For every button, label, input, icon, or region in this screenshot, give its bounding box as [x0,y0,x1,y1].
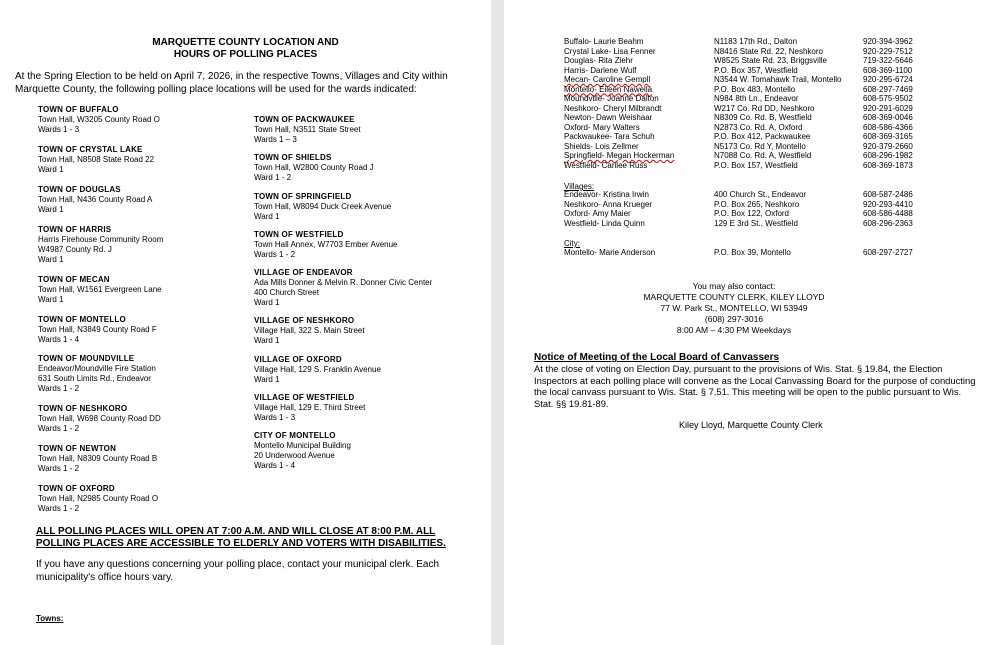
contact-line: (608) 297-3016 [704,314,764,324]
clerk-phone: 920-379-2660 [863,141,913,151]
location-detail: Ward 1 - 2 [254,173,292,182]
villages-heading: Villages: [564,182,595,191]
polling-location [38,275,162,305]
location-detail: Village Hall, 129 E. Third Street [254,403,366,412]
polling-location [38,225,163,265]
location-detail: Wards 1 - 4 [38,335,80,344]
location-heading: TOWN OF WESTFIELD [254,230,344,239]
location-detail: Wards 1 - 2 [38,504,80,513]
location-detail: Ward 1 [38,255,64,264]
clerk-address: P.O. Box 157, Westfield [714,160,798,170]
location-heading: VILLAGE OF OXFORD [254,355,342,364]
location-detail: Ward 1 [38,205,64,214]
polling-location [254,431,351,471]
clerk-phone: 608-296-1982 [863,151,913,160]
clerk-phone: 608-587-2486 [863,190,913,199]
location-heading: TOWN OF MECAN [38,275,110,284]
location-heading: TOWN OF SHIELDS [254,153,332,162]
location-detail: Ward 1 [38,165,64,174]
location-detail: W4987 County Rd. J [38,245,112,254]
location-heading: TOWN OF PACKWAUKEE [254,115,355,124]
clerk-name: Buffalo- Laurie Beahm [564,37,644,46]
clerk-address: N3544 W. Tomahawk Trail, Montello [714,75,842,84]
polling-location [38,315,157,345]
location-heading: TOWN OF HARRIS [38,225,112,234]
polling-location [254,230,398,260]
location-heading: VILLAGE OF NESHKORO [254,316,355,325]
document-subtitle: HOURS OF POLLING PLACES [173,49,318,60]
clerk-phone: 920-291-6029 [863,103,913,113]
polling-location [254,115,361,145]
clerk-name: Mecan- Caroline Gempll [564,75,651,84]
clerk-address: W8525 State Rd. 23, Briggsville [714,56,827,65]
clerk-name: Oxford- Amy Maier [564,209,631,218]
polling-location [38,444,157,474]
contact-line: MARQUETTE COUNTY CLERK, KILEY LLOYD [643,292,825,302]
clerk-address: N1183 17th Rd., Dalton [714,37,798,46]
clerk-address: P.O. Box 39, Montello [714,248,791,257]
location-detail: Wards 1 - 3 [38,125,80,134]
location-detail: Wards 1 - 2 [254,250,296,259]
clerk-address: 400 Church St., Endeavor [714,190,807,199]
towns-heading: Towns: [36,614,64,623]
location-detail: Town Hall, N3849 County Road F [38,325,157,334]
notice-body: At the close of voting on Election Day, pursuant to the provisions of Wis. Stat. § 19.84, the Election Inspectors at each polling place will convene as the Local Canvassing Board for the purpose of conducting the local canvass pursuant to Wis. Stat. § 7.51. This meeting will be open to the public pursuant to Wis. Stat. §§ 19.81-89. [534,363,976,409]
location-heading: TOWN OF SPRINGFIELD [254,192,352,201]
clerk-address: P.O. Box 412, Packwaukee [714,132,811,141]
clerk-phone: 608-575-9502 [863,94,913,103]
location-detail: Town Hall Annex, W7703 Ember Avenue [254,240,398,249]
clerk-address: N2873 Co. Rd. A, Oxford [714,122,803,132]
location-detail: Harris Firehouse Community Room [38,235,164,244]
clerk-name: Moundville- Joanne Dalton [564,94,659,103]
location-heading: TOWN OF BUFFALO [38,105,119,114]
polling-location [38,105,160,135]
location-detail: Town Hall, N436 County Road A [38,195,153,204]
clerk-address: P.O. Box 122, Oxford [714,209,790,218]
polling-hours-notice: ALL POLLING PLACES WILL OPEN AT 7:00 A.M. AND WILL CLOSE AT 8:00 P.M. ALL POLLING PLACES ARE ACCESSIBLE TO ELDERLY AND VOTERS WITH DISABILITIES. [36,526,446,549]
clerk-phone: 608-586-4366 [863,122,913,132]
clerk-address: N8309 Co. Rd. B, Westfield [714,113,812,122]
polling-location [38,484,158,514]
clerk-name: Packwaukee- Tara Schuh [564,132,655,141]
location-detail: Wards 1 - 2 [38,384,80,393]
location-detail: Endeavor/Moundville Fire Station [38,364,156,373]
location-heading: TOWN OF OXFORD [38,484,115,493]
document-page-left [0,0,491,645]
polling-location [254,393,365,423]
clerk-phone: 608-369-3165 [863,132,913,141]
location-heading: CITY OF MONTELLO [254,431,336,440]
location-heading: TOWN OF MOUNDVILLE [38,354,135,363]
clerk-phone: 608-297-2727 [863,248,913,257]
location-heading: TOWN OF NESHKORO [38,404,128,413]
clerk-phone: 608-369-0046 [863,113,913,122]
questions-paragraph: If you have any questions concerning your polling place, contact your municipal clerk. Each municipality's office hours vary. [36,559,440,583]
polling-location [254,316,365,346]
location-heading: TOWN OF CRYSTAL LAKE [38,145,143,154]
clerk-name: Westfield- Carilee Russ [564,160,648,170]
clerk-name: Westfield- Linda Quinn [564,218,645,228]
location-detail: Ward 1 [254,298,280,307]
location-detail: Ward 1 [38,295,64,304]
intro-paragraph: At the Spring Election to be held on April 7, 2026, in the respective Towns, Villages and City within Marquette County, the following polling place locations will be used for the wards indicated: [15,71,448,95]
clerk-phone: 920-394-3962 [863,37,913,46]
polling-location [254,355,381,385]
clerk-name: Harris- Darlene Wulf [564,65,637,75]
polling-location [254,153,374,183]
location-detail: Town Hall, W3205 County Road O [38,115,160,124]
location-detail: Wards 1 - 3 [254,413,296,422]
location-detail: 400 Church Street [254,288,319,297]
location-detail: Town Hall, N8508 State Road 22 [38,155,155,164]
location-detail: Town Hall, N8309 County Road B [38,454,158,463]
clerk-name: Springfield- Megan Hockerman [564,151,675,160]
location-detail: Ada Mills Donner & Melvin R. Donner Civic Center [254,278,433,287]
polling-location [38,354,156,394]
clerk-address: P.O. Box 483, Montello [714,84,796,94]
location-detail: Village Hall, 322 S. Main Street [254,326,365,335]
location-heading: VILLAGE OF WESTFIELD [254,393,355,402]
location-detail: Ward 1 [254,336,280,345]
polling-location [38,145,154,175]
polling-location [38,185,152,215]
location-detail: 631 South Limits Rd., Endeavor [38,374,151,383]
notice-heading: Notice of Meeting of the Local Board of Canvassers [534,352,780,363]
clerk-phone: 608-369-1100 [863,65,913,75]
clerk-phone: 608-369-1873 [863,160,913,170]
clerk-address: W217 Co. Rd DD, Neshkoro [714,103,815,113]
clerk-address: N8416 State Rd. 22, Neshkoro [714,46,823,56]
clerk-address: P.O. Box 357, Westfield [714,65,798,75]
location-heading: TOWN OF DOUGLAS [38,185,121,194]
clerk-name: Oxford- Mary Walters [564,122,640,132]
location-detail: Village Hall, 129 S. Franklin Avenue [254,365,381,374]
clerk-phone: 608-296-2363 [863,218,913,228]
clerk-name: Shields- Lois Zellmer [564,141,639,151]
contact-line: 8:00 AM – 4:30 PM Weekdays [676,325,792,335]
location-detail: Wards 1 - 2 [38,424,80,433]
clerk-phone: 719-322-5646 [863,56,913,65]
location-detail: Town Hall, W1561 Evergreen Lane [38,285,162,294]
clerk-name: Newton- Dawn Weishaar [564,113,653,122]
clerk-address: N984 8th Ln., Endeavor [714,94,799,103]
location-detail: Town Hall, N3511 State Street [254,125,361,134]
clerk-name: Montello- Marie Anderson [564,248,656,257]
location-detail: Montello Municipal Building [254,441,351,450]
clerk-phone: 920-293-4410 [863,199,913,209]
contact-line: You may also contact: [692,281,776,291]
clerk-name: Crystal Lake- Lisa Fenner [564,46,656,56]
location-detail: Town Hall, N2985 County Road O [38,494,159,503]
clerk-name: Douglas- Rita Ziehr [564,56,633,65]
document-page-right [504,0,1005,645]
clerk-name: Endeavor- Kristina Irwin [564,190,649,199]
location-detail: Wards 1 - 2 [38,464,80,473]
clerk-address: N5173 Co. Rd Y, Montello [714,141,806,151]
location-heading: VILLAGE OF ENDEAVOR [254,268,353,277]
polling-location [254,268,432,308]
document-title: MARQUETTE COUNTY LOCATION AND [152,37,339,48]
location-heading: TOWN OF MONTELLO [38,315,126,324]
clerk-address: N7088 Co. Rd. A, Westfield [714,151,812,160]
location-detail: Wards 1 – 3 [254,135,297,144]
location-detail: Ward 1 [254,375,280,384]
clerk-address: 129 E 3rd St., Westfield [714,218,798,228]
polling-location [254,192,391,222]
polling-location [38,404,161,434]
clerk-address: P.O. Box 265, Neshkoro [714,199,800,209]
clerk-phone: 920-295-6724 [863,75,913,84]
location-detail: Ward 1 [254,212,280,221]
contact-line: 77 W. Park St., MONTELLO, WI 53949 [660,303,808,313]
clerk-name: Neshkoro- Cheryl Milbrandt [564,103,662,113]
clerk-phone: 608-586-4488 [863,209,913,218]
clerk-phone: 608-297-7469 [863,84,913,94]
city-heading: City: [564,239,580,248]
location-detail: Town Hall, W698 County Road DD [38,414,161,423]
location-detail: Town Hall, W8094 Duck Creek Avenue [254,202,392,211]
location-detail: 20 Underwood Avenue [254,451,335,460]
location-detail: Town Hall, W2800 County Road J [254,163,374,172]
clerk-phone: 920-229-7512 [863,46,913,56]
clerk-name: Montello- Eileen Nawella [564,84,653,94]
location-detail: Wards 1 - 4 [254,461,296,470]
location-heading: TOWN OF NEWTON [38,444,117,453]
clerk-signature-line: Kiley Lloyd, Marquette County Clerk [679,420,823,430]
clerk-name: Neshkoro- Anna Krueger [564,199,653,209]
